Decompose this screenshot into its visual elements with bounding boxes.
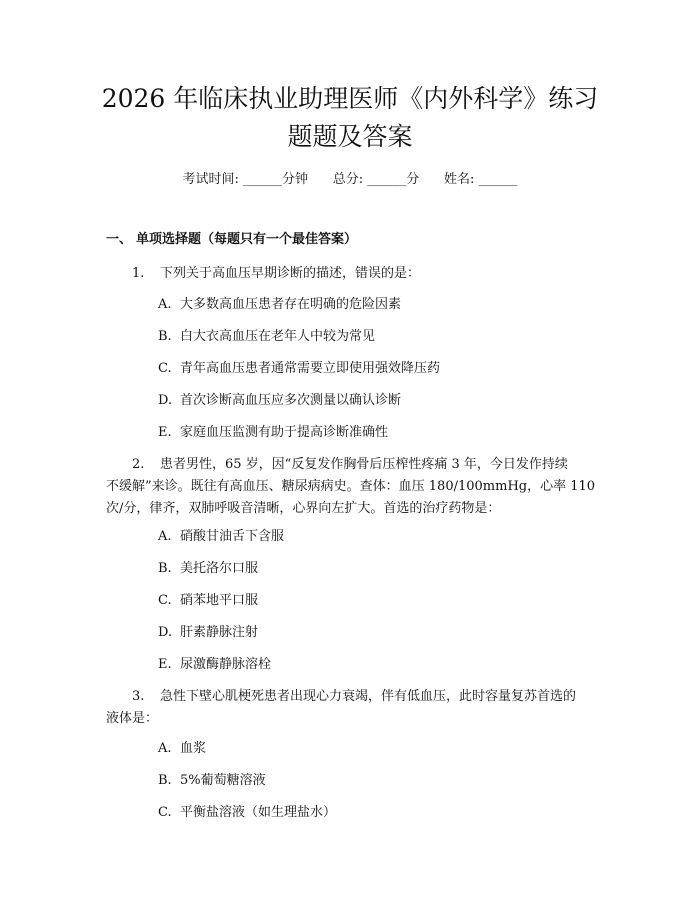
question-2-option-d — [158, 621, 258, 640]
question-2-line-3: 次/分，律齐，双肺呼吸音清晰，心界向左扩大。首选的治疗药物是： — [106, 501, 501, 516]
option-text: 5%葡萄糖溶液 — [180, 773, 266, 788]
document-title-line-2: 题题及答案 — [287, 122, 413, 151]
option-text: 肝素静脉注射 — [180, 625, 259, 640]
option-letter: A. — [158, 741, 172, 756]
question-1-line-1 — [132, 262, 420, 281]
option-letter: C. — [158, 361, 172, 376]
question-1-option-e — [158, 421, 388, 440]
option-letter: A. — [158, 297, 172, 312]
question-2-option-a — [158, 525, 284, 544]
option-letter: D. — [158, 393, 173, 408]
option-text: 青年高血压患者通常需要立即使用强效降压药 — [180, 361, 441, 376]
question-text: 下列关于高血压早期诊断的描述，错误的是： — [160, 266, 421, 281]
question-text: 患者男性，65 岁，因“反复发作胸骨后压榨性疼痛 3 年，今日发作持续 — [160, 457, 568, 472]
question-2-line-2: 不缓解”来诊。既往有高血压、糖尿病病史。查体：血压 180/100mmHg，心率 110 — [106, 479, 596, 494]
question-text: 急性下壁心肌梗死患者出现心力衰竭，伴有低血压，此时容量复苏首选的 — [160, 689, 577, 704]
option-text: 硝酸甘油舌下含服 — [180, 529, 285, 544]
option-letter: A. — [158, 529, 172, 544]
question-3-line-1 — [132, 685, 576, 704]
option-letter: E. — [158, 657, 172, 672]
document-title-line-1: 2026 年临床执业助理医师《内外科学》练习 — [101, 84, 599, 113]
option-text: 家庭血压监测有助于提高诊断准确性 — [180, 425, 389, 440]
exam-info-line: 考试时间: ______分钟 总分: ______分 姓名: ______ — [182, 172, 518, 187]
question-3-option-c — [158, 801, 336, 820]
question-1-option-b — [158, 325, 375, 344]
option-letter: C. — [158, 805, 172, 820]
question-number: 3. — [132, 689, 145, 704]
option-letter: D. — [158, 625, 173, 640]
question-3-option-b — [158, 769, 266, 788]
option-letter: B. — [158, 773, 172, 788]
option-letter: E. — [158, 425, 172, 440]
section-number: 一、 — [106, 232, 133, 247]
option-letter: C. — [158, 593, 172, 608]
question-1-option-a — [158, 293, 401, 312]
option-text: 大多数高血压患者存在明确的危险因素 — [180, 297, 402, 312]
option-letter: B. — [158, 561, 172, 576]
option-text: 美托洛尔口服 — [180, 561, 259, 576]
section-title: 单项选择题（每题只有一个最佳答案） — [136, 232, 358, 247]
option-text: 首次诊断高血压应多次测量以确认诊断 — [180, 393, 402, 408]
section-heading — [106, 228, 357, 247]
question-3-option-a — [158, 737, 206, 756]
option-text: 平衡盐溶液（如生理盐水） — [180, 805, 337, 820]
option-text: 尿激酶静脉溶栓 — [180, 657, 272, 672]
question-2-line-1 — [132, 453, 568, 472]
option-text: 硝苯地平口服 — [180, 593, 259, 608]
question-number: 2. — [132, 457, 145, 472]
option-letter: B. — [158, 329, 172, 344]
question-2-option-c — [158, 589, 258, 608]
option-text: 血浆 — [180, 741, 207, 756]
option-text: 白大衣高血压在老年人中较为常见 — [180, 329, 376, 344]
question-number: 1. — [132, 266, 145, 281]
question-1-option-d — [158, 389, 401, 408]
question-2-option-b — [158, 557, 258, 576]
question-2-option-e — [158, 653, 271, 672]
question-3-line-2: 液体是： — [106, 711, 159, 726]
question-1-option-c — [158, 357, 440, 376]
